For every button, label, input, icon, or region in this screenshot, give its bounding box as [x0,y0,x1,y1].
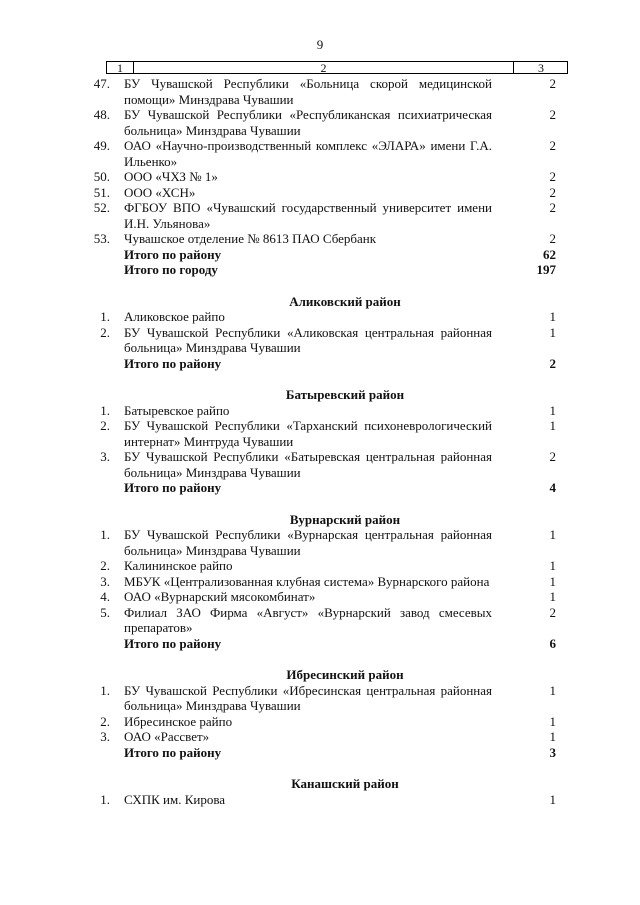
district-total-label: Итого по району [124,744,222,760]
row-number: 50. [93,169,110,184]
organization-name: Калининское райпо [124,558,233,573]
organization-name: МБУК «Централизованная клубная система» Вурнарского района [124,573,490,589]
row-number: 3. [100,573,110,589]
district-total-value: 62 [543,246,556,262]
quota-value: 2 [549,604,556,620]
organization-name: СХПК им. Кирова [124,791,226,807]
row-number: 53. [93,231,110,246]
row-number: 1. [100,682,110,698]
district-section-alikovsky [0,294,640,372]
row-number: 47. [93,76,110,91]
quota-value: 1 [549,324,556,340]
row-number: 52. [93,200,110,215]
organization-name: БУ Чувашской Республики «Ибресинская центральная районная больница» Минздрава Чувашии [124,682,492,713]
quota-value: 1 [549,558,556,573]
organization-name: БУ Чувашской Республики «Больница скорой медицинской помощи» Минздрава Чувашии [124,76,492,107]
table-row [0,729,640,745]
row-number: 1. [100,309,110,324]
table-row [0,231,640,247]
district-title: Аликовский район [289,293,401,309]
organization-name: Аликовское райпо [124,309,225,324]
quota-value: 2 [549,76,556,91]
quota-value: 1 [549,682,556,698]
quota-value: 1 [549,418,556,433]
organization-name: Чувашское отделение № 8613 ПАО Сбербанк [124,231,377,246]
table-row [0,185,640,201]
quota-value: 1 [549,791,556,807]
quota-value: 2 [549,184,556,200]
district-total-value: 2 [549,355,556,371]
city-total-row [0,262,640,278]
district-total-row [0,356,640,372]
organization-name: Филиал ЗАО Фирма «Август» «Вурнарский завод смесевых препаратов» [124,604,492,635]
row-number: 5. [100,604,110,620]
row-number: 51. [93,184,110,200]
table-row [0,527,640,558]
page-number: 9 [316,37,324,52]
district-title: Ибресинский район [286,667,404,682]
row-number: 1. [100,527,110,542]
table-row [0,605,640,636]
organization-name: ОАО «Рассвет» [124,729,210,744]
district-total-row [0,247,640,263]
table-row [0,403,640,419]
row-number: 2. [100,418,110,433]
table-header-col2: 2 [134,62,514,74]
organization-name: Батыревское райпо [124,402,230,418]
quota-value: 1 [549,573,556,589]
table-row [0,107,640,138]
quota-value: 1 [549,527,556,542]
quota-value: 1 [549,589,556,604]
city-total-value: 197 [536,262,556,277]
table-row [0,200,640,231]
quota-value: 2 [549,107,556,122]
district-section-kanashsky [0,776,640,807]
table-row [0,683,640,714]
row-number: 3. [100,729,110,744]
table-header [106,61,568,74]
row-number: 2. [100,324,110,340]
table-row [0,558,640,574]
district-total-label: Итого по району [124,480,222,495]
quota-value: 1 [549,309,556,324]
quota-value: 1 [549,713,556,729]
district-title: Батыревский район [285,387,405,402]
table-row [0,76,640,107]
organization-name: Ибресинское райпо [124,713,233,729]
table-row [0,418,640,449]
quota-value: 2 [549,169,556,184]
district-total-row [0,480,640,496]
organization-name: БУ Чувашской Республики «Аликовская центральная районная больница» Минздрава Чувашии [124,324,492,355]
organization-name: БУ Чувашской Республики «Вурнарская центральная районная больница» Минздрава Чувашии [124,527,492,558]
organization-list [0,76,640,278]
organization-name: ОАО «Научно-производственный комплекс «ЭЛАРА» имени Г.А. Ильенко» [124,138,492,169]
quota-value: 2 [549,231,556,246]
table-row [0,449,640,480]
district-total-label: Итого по району [124,246,222,262]
district-total-label: Итого по району [124,635,222,651]
city-total-label: Итого по городу [124,262,218,277]
quota-value: 2 [549,138,556,153]
district-total-value: 3 [549,744,556,760]
organization-name: БУ Чувашской Республики «Тарханский психоневрологический интернат» Минтруда Чувашии [124,418,492,449]
row-number: 48. [93,107,110,122]
district-section-vurnarsky [0,512,640,652]
row-number: 49. [93,138,110,153]
organization-name: ОАО «Вурнарский мясокомбинат» [124,589,316,604]
district-total-value: 4 [549,480,556,495]
row-number: 2. [100,713,110,729]
row-number: 1. [100,402,110,418]
district-total-row [0,636,640,652]
table-row [0,589,640,605]
table-row [0,574,640,590]
document-body [0,76,640,807]
district-title: Вурнарский район [289,511,401,527]
district-total-row [0,745,640,761]
row-number: 3. [100,449,110,464]
row-number: 4. [100,589,110,604]
table-row [0,169,640,185]
organization-name: ООО «ХСН» [124,184,196,200]
organization-name: БУ Чувашской Республики «Республиканская психиатрическая больница» Минздрава Чувашии [124,107,492,138]
district-title: Канашский район [291,776,399,791]
organization-name: БУ Чувашской Республики «Батыревская центральная районная больница» Минздрава Чувашии [124,449,492,480]
district-total-label: Итого по району [124,355,222,371]
organization-name: ООО «ЧХЗ № 1» [124,169,218,184]
table-row [0,325,640,356]
table-row [0,792,640,808]
district-section-batyrevsky [0,387,640,496]
district-total-value: 6 [549,635,556,651]
table-row [0,714,640,730]
quota-value: 1 [549,402,556,418]
table-header-col1: 1 [107,62,134,74]
organization-name: ФГБОУ ВПО «Чувашский государственный университет имени И.Н. Ульянова» [124,200,492,231]
table-header-col3: 3 [538,61,544,75]
quota-value: 1 [549,729,556,744]
quota-value: 2 [549,449,556,464]
quota-value: 2 [549,200,556,215]
row-number: 1. [100,791,110,807]
row-number: 2. [100,558,110,573]
district-section-ibresinsky [0,667,640,760]
table-row [0,138,640,169]
table-row [0,309,640,325]
